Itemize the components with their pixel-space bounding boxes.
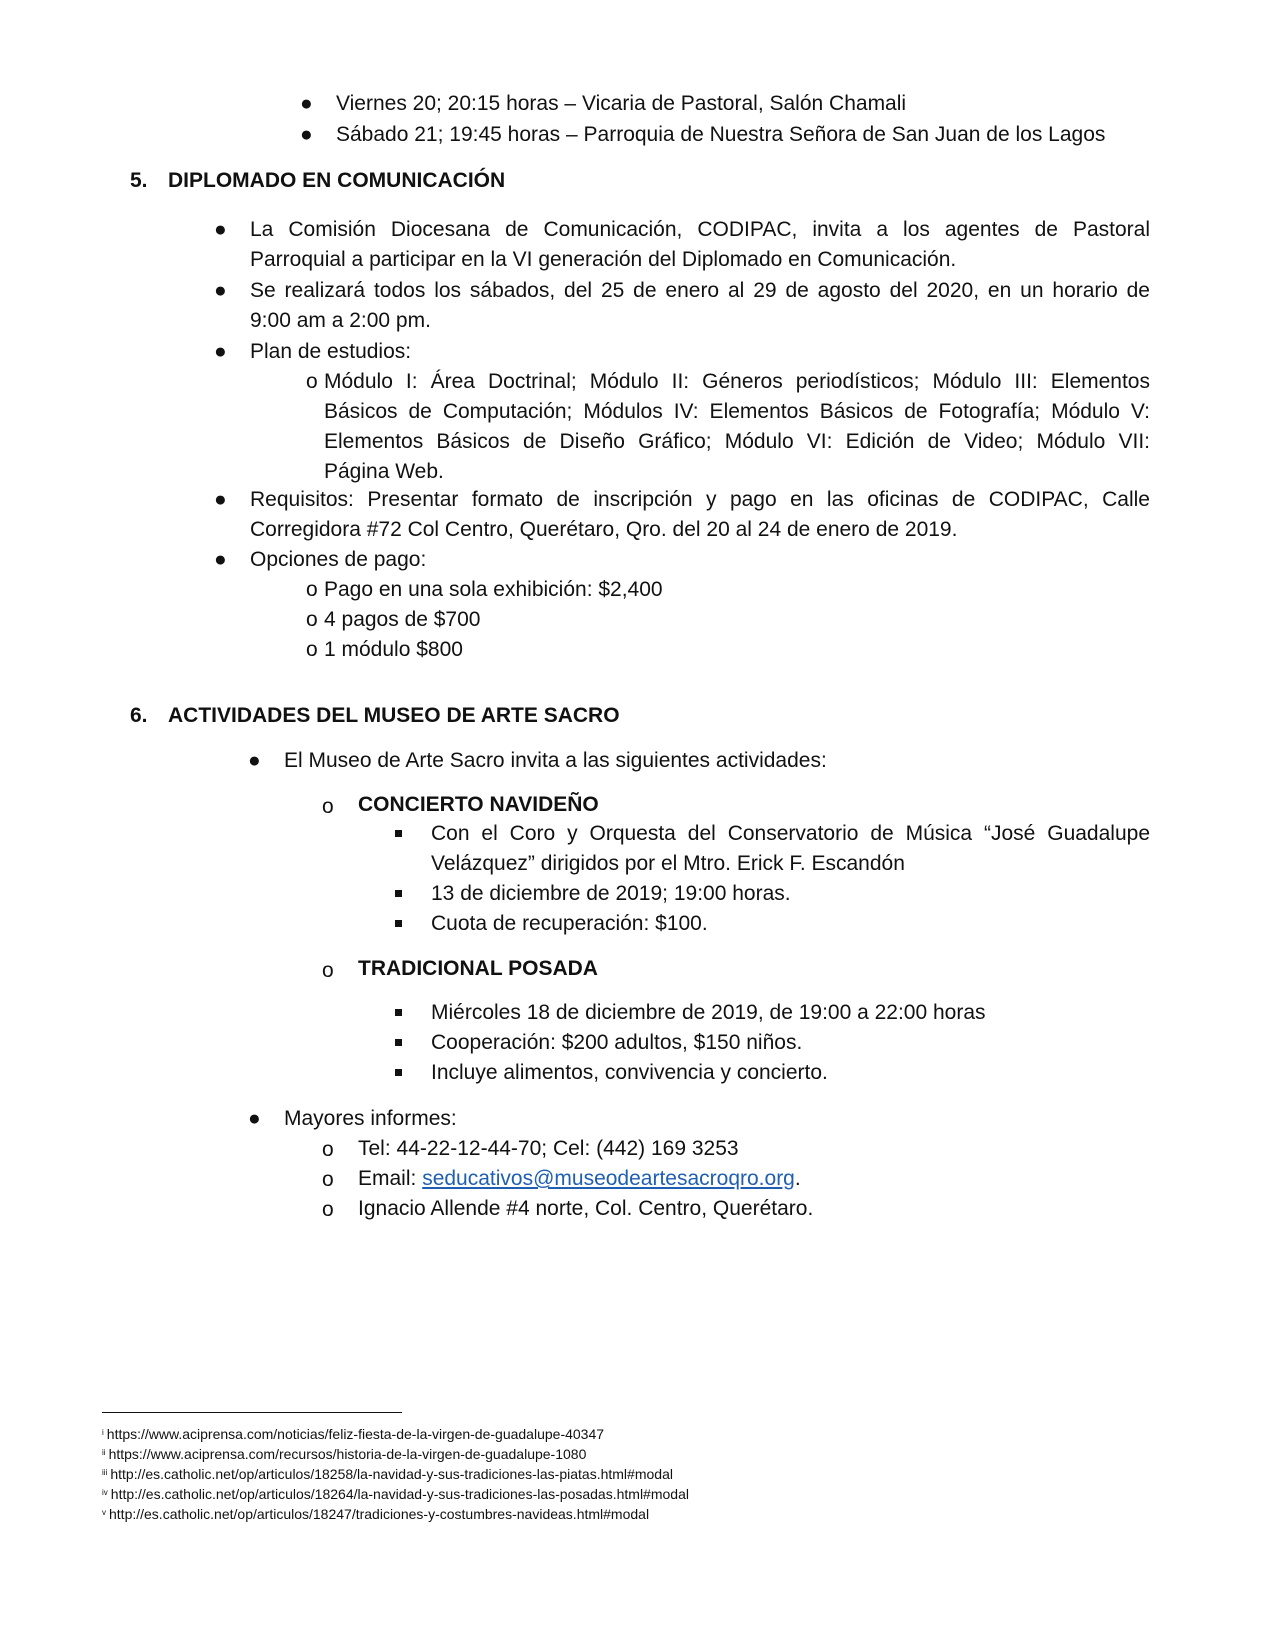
- info-address: Ignacio Allende #4 norte, Col. Centro, Querétaro.: [358, 1197, 814, 1220]
- circle-bullet-icon: o: [322, 1138, 334, 1161]
- bullet-icon: ●: [248, 1107, 261, 1130]
- footnote: $^{iv}$ http://es.catholic.net/op/articulos/18264/la-navidad-y-sus-tradiciones-las-posadas.html#modal: [102, 1486, 689, 1502]
- list-item: Viernes 20; 20:15 horas – Vicaria de Pastoral, Salón Chamali: [336, 92, 907, 115]
- info-phone: Tel: 44-22-12-44-70; Cel: (442) 169 3253: [358, 1137, 739, 1160]
- list-item: Cooperación: $200 adultos, $150 niños.: [431, 1031, 803, 1054]
- bullet-icon: ●: [300, 92, 313, 115]
- square-bullet-icon: [395, 890, 402, 897]
- circle-bullet-icon: o: [322, 1168, 334, 1191]
- list-item: 1 módulo $800: [324, 638, 463, 661]
- section-5-title: DIPLOMADO EN COMUNICACIÓN: [168, 169, 506, 192]
- bullet-icon: ●: [248, 749, 261, 772]
- list-item: Miércoles 18 de diciembre de 2019, de 19:00 a 22:00 horas: [431, 1001, 986, 1024]
- list-item: Sábado 21; 19:45 horas – Parroquia de Nuestra Señora de San Juan de los Lagos: [336, 123, 1106, 146]
- concert-title: CONCIERTO NAVIDEÑO: [358, 793, 599, 816]
- square-bullet-icon: [395, 1039, 402, 1046]
- footnote: $^{ii}$ https://www.aciprensa.com/recursos/historia-de-la-virgen-de-guadalupe-1080: [102, 1446, 587, 1462]
- bullet-icon: ●: [214, 488, 227, 511]
- square-bullet-icon: [395, 1009, 402, 1016]
- paragraph-schedule: Se realizará todos los sábados, del 25 de enero al 29 de agosto del 2020, en un horario de 9:00 am a 2:00 pm.: [250, 279, 1150, 332]
- circle-bullet-icon: o: [306, 370, 318, 393]
- list-item: Cuota de recuperación: $100.: [431, 912, 708, 935]
- footnote: $^v$ http://es.catholic.net/op/articulos/18247/tradiciones-y-costumbres-navideas.html#modal: [102, 1506, 650, 1522]
- bullet-icon: ●: [300, 123, 313, 146]
- square-bullet-icon: [395, 1069, 402, 1076]
- info-email: Email: seducativos@museodeartesacroqro.org.: [358, 1167, 801, 1190]
- bullet-icon: ●: [214, 340, 227, 363]
- info-label: Mayores informes:: [284, 1107, 457, 1130]
- footnote: $^{iii}$ http://es.catholic.net/op/articulos/18258/la-navidad-y-sus-tradiciones-las-piatas.html#modal: [102, 1466, 673, 1482]
- list-item: Pago en una sola exhibición: $2,400: [324, 578, 663, 601]
- list-item: 4 pagos de $700: [324, 608, 481, 631]
- section-6-number: 6.: [130, 704, 148, 727]
- list-item: Incluye alimentos, convivencia y concierto.: [431, 1061, 828, 1084]
- bullet-icon: ●: [214, 548, 227, 571]
- list-item: 13 de diciembre de 2019; 19:00 horas.: [431, 882, 791, 905]
- circle-bullet-icon: o: [322, 1198, 334, 1221]
- modules-list: Módulo I: Área Doctrinal; Módulo II: Géneros periodísticos; Módulo III: Elementos Básicos de Computación; Módulos IV: Elementos Básicos de Fotografía; Módulo V: Elementos Básicos de Diseño Gráfico; Módulo VI: Edición de Video; Módulo VII: Página Web.: [324, 370, 1150, 483]
- square-bullet-icon: [395, 830, 402, 837]
- paragraph-invitation: La Comisión Diocesana de Comunicación, CODIPAC, invita a los agentes de Pastoral Parroquial a participar en la VI generación del Diplomado en Comunicación.: [250, 218, 1150, 271]
- concert-description: Con el Coro y Orquesta del Conservatorio de Música “José Guadalupe Velázquez” dirigidos por el Mtro. Erick F. Escandón: [431, 822, 1150, 875]
- section-6-title: ACTIVIDADES DEL MUSEO DE ARTE SACRO: [168, 704, 620, 727]
- footnote: $^i$ https://www.aciprensa.com/noticias/feliz-fiesta-de-la-virgen-de-guadalupe-40347: [102, 1426, 605, 1442]
- circle-bullet-icon: o: [306, 608, 318, 631]
- circle-bullet-icon: o: [322, 959, 334, 982]
- circle-bullet-icon: o: [306, 638, 318, 661]
- payment-label: Opciones de pago:: [250, 548, 427, 571]
- circle-bullet-icon: o: [306, 578, 318, 601]
- email-link[interactable]: seducativos@museodeartesacroqro.org: [422, 1167, 795, 1190]
- posada-title: TRADICIONAL POSADA: [358, 957, 598, 980]
- museum-intro: El Museo de Arte Sacro invita a las siguientes actividades:: [284, 749, 827, 772]
- plan-label: Plan de estudios:: [250, 340, 412, 363]
- circle-bullet-icon: o: [322, 795, 334, 818]
- footnote-separator: [102, 1412, 402, 1413]
- paragraph-requirements: Requisitos: Presentar formato de inscripción y pago en las oficinas de CODIPAC, Calle Corregidora #72 Col Centro, Querétaro, Qro. del 20 al 24 de enero de 2019.: [250, 488, 1150, 541]
- bullet-icon: ●: [214, 279, 227, 302]
- section-5-number: 5.: [130, 169, 148, 192]
- bullet-icon: ●: [214, 218, 227, 241]
- square-bullet-icon: [395, 920, 402, 927]
